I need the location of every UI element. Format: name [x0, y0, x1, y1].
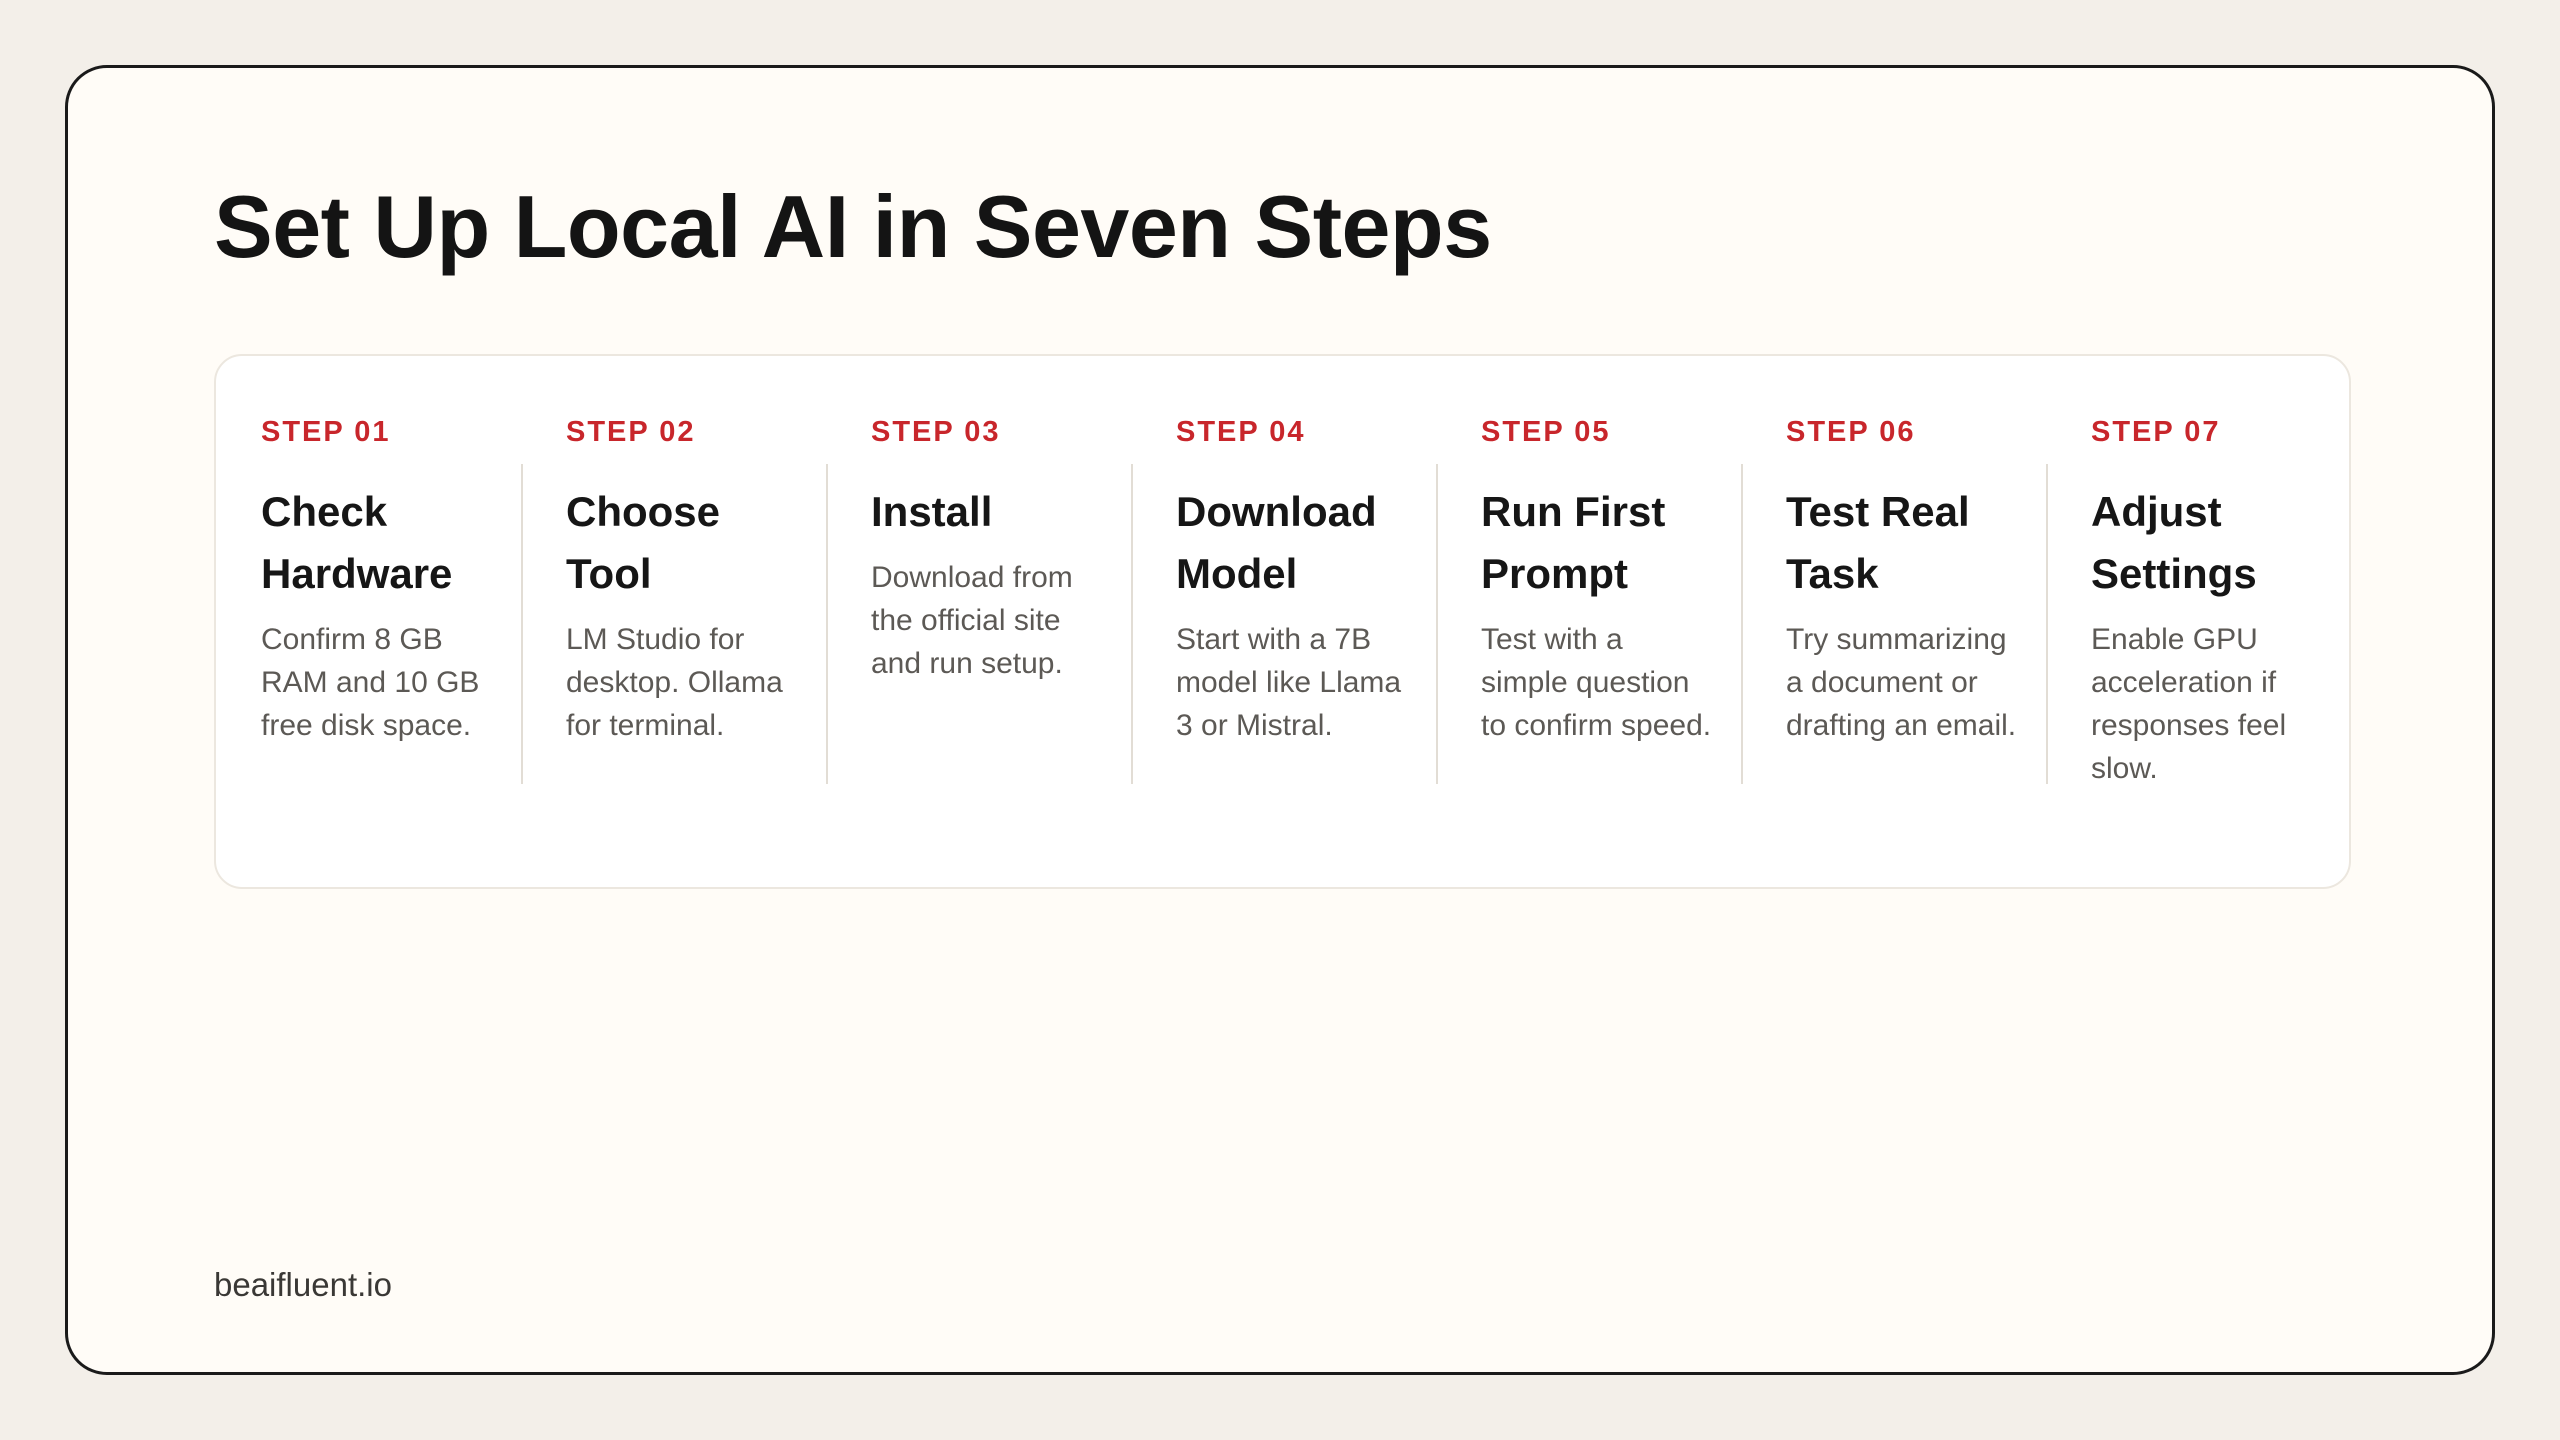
- step-label: STEP 05: [1481, 416, 1611, 448]
- step-divider: [521, 464, 523, 784]
- step-label: STEP 02: [566, 416, 696, 448]
- step-label: STEP 01: [261, 416, 391, 448]
- step-title: Test Real Task: [1786, 488, 1970, 597]
- step-label: STEP 07: [2091, 416, 2221, 448]
- step-title: Check Hardware: [261, 488, 453, 597]
- step-label: STEP 03: [871, 416, 1001, 448]
- step-description: Enable GPU acceleration if responses feel slow.: [2091, 623, 2287, 785]
- step-title: Download Model: [1176, 488, 1377, 597]
- step-divider: [2046, 464, 2048, 784]
- step-description: Test with a simple question to confirm speed.: [1481, 623, 1712, 742]
- steps-card: [214, 354, 2351, 889]
- step-7: [2091, 356, 2396, 887]
- step-label: STEP 04: [1176, 416, 1306, 448]
- step-title: Adjust Settings: [2091, 488, 2257, 597]
- page-title: Set Up Local AI in Seven Steps: [214, 177, 1492, 276]
- step-label: STEP 06: [1786, 416, 1916, 448]
- step-description: LM Studio for desktop. Ollama for terminal.: [566, 623, 783, 742]
- step-divider: [1436, 464, 1438, 784]
- step-description: Download from the official site and run setup.: [871, 561, 1073, 680]
- step-divider: [1741, 464, 1743, 784]
- step-description: Start with a 7B model like Llama 3 or Mistral.: [1176, 623, 1402, 742]
- step-divider: [1131, 464, 1133, 784]
- step-divider: [826, 464, 828, 784]
- step-description: Confirm 8 GB RAM and 10 GB free disk space.: [261, 623, 480, 742]
- step-description: Try summarizing a document or drafting an email.: [1786, 623, 2017, 742]
- step-title: Install: [871, 488, 993, 535]
- slide-frame: [65, 65, 2495, 1375]
- step-title: Choose Tool: [566, 488, 721, 597]
- step-title: Run First Prompt: [1481, 488, 1666, 597]
- footer-brand: beaifluent.io: [214, 1266, 392, 1303]
